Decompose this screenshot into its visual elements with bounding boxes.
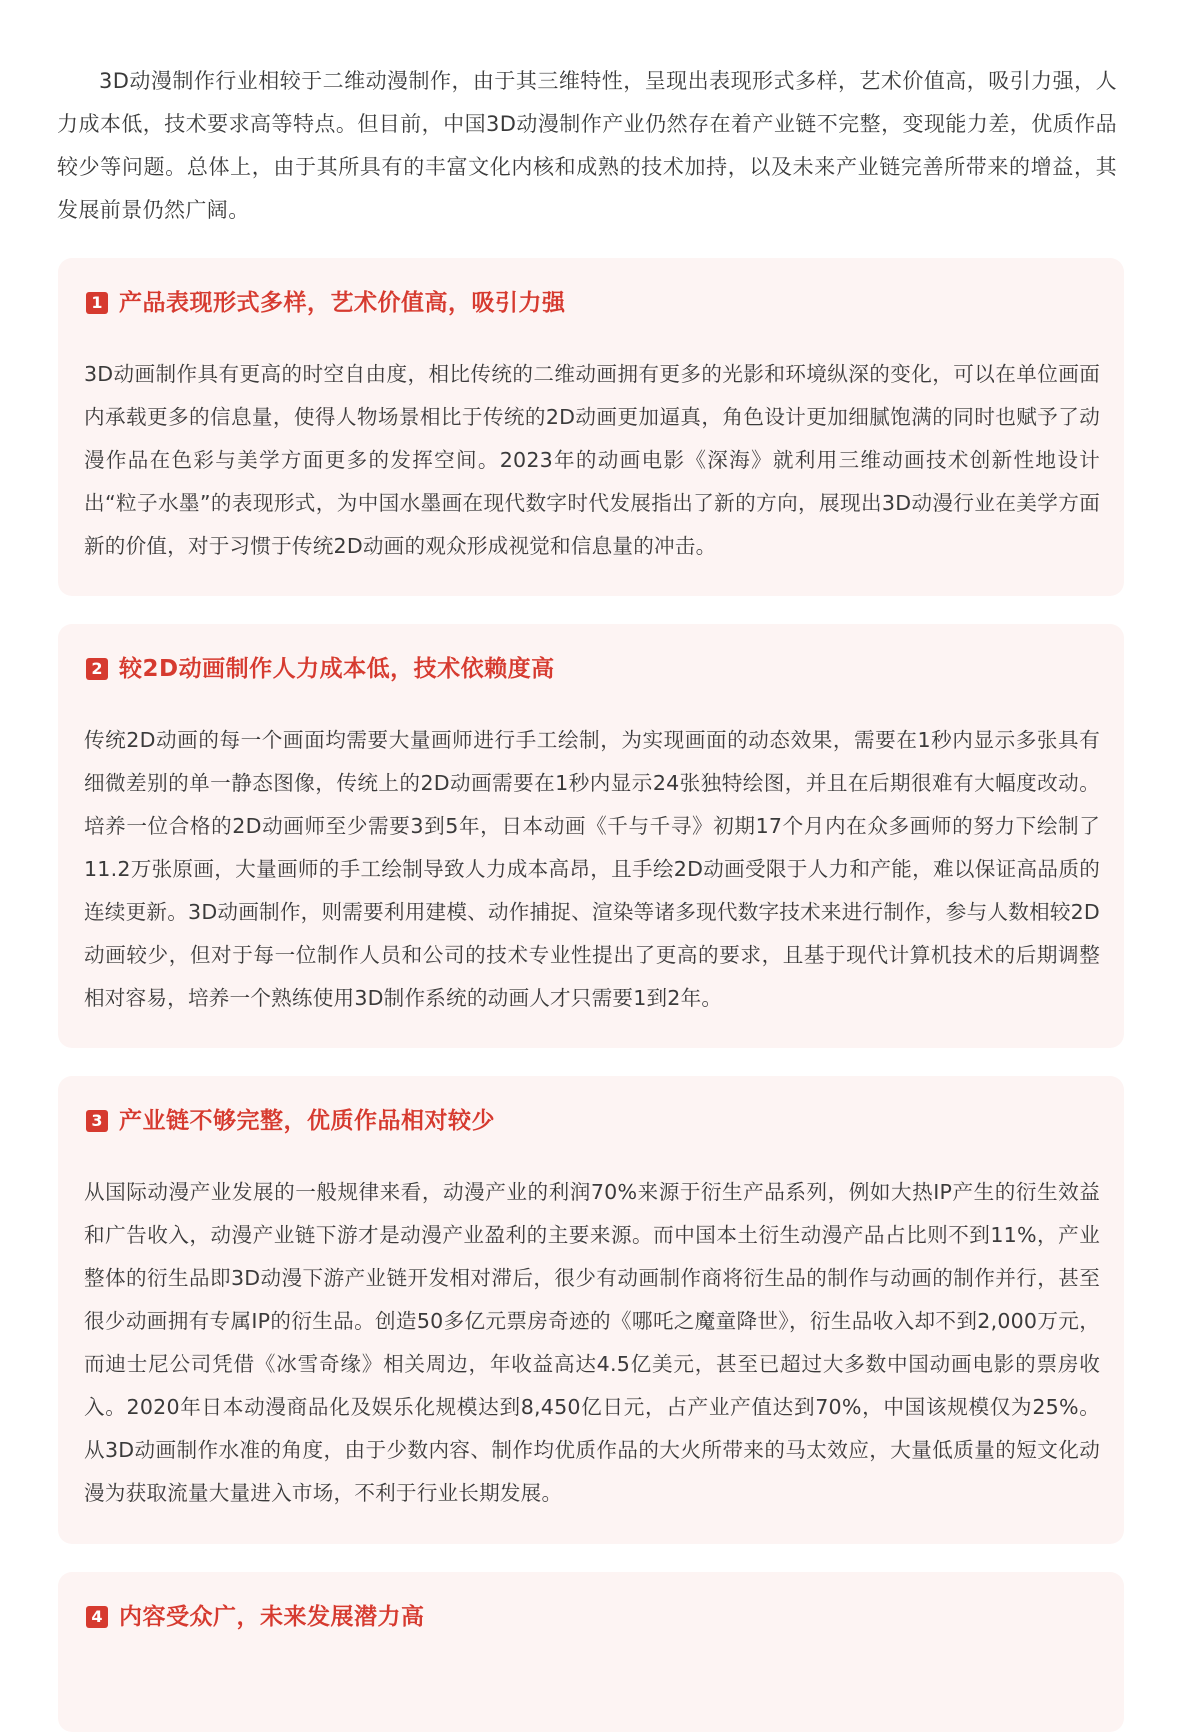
section-heading bbox=[86, 654, 555, 684]
section-title: 内容受众广，未来发展潜力高 bbox=[119, 1604, 425, 1630]
section-title: 产品表现形式多样，艺术价值高，吸引力强 bbox=[119, 290, 566, 316]
section-card-1 bbox=[58, 258, 1124, 596]
number-badge: 2 bbox=[86, 658, 108, 680]
section-card-2 bbox=[58, 624, 1124, 1048]
section-heading bbox=[86, 1106, 495, 1136]
section-card-4 bbox=[58, 1572, 1124, 1732]
section-heading bbox=[86, 1602, 425, 1632]
section-heading bbox=[86, 288, 566, 318]
number-badge: 4 bbox=[86, 1606, 108, 1628]
section-title: 较2D动画制作人力成本低，技术依赖度高 bbox=[119, 656, 555, 682]
section-body: 3D动画制作具有更高的时空自由度，相比传统的二维动画拥有更多的光影和环境纵深的变化，可以在单位画面内承载更多的信息量，使得人物场景相比于传统的2D动画更加逼真，角色设计更加细腻饱满的同时也赋予了动漫作品在色彩与美学方面更多的发挥空间。2023年的动画电影《深海》就利用三维动画技术创新性地设计出“粒子水墨”的表现形式，为中国水墨画在现代数字时代发展指出了新的方向，展现出3D动漫行业在美学方面新的价值，对于习惯于传统2D动画的观众形成视觉和信息量的冲击。 bbox=[84, 362, 1100, 558]
section-title: 产业链不够完整，优质作品相对较少 bbox=[119, 1108, 495, 1134]
section-body: 传统2D动画的每一个画面均需要大量画师进行手工绘制，为实现画面的动态效果，需要在1秒内显示多张具有细微差别的单一静态图像，传统上的2D动画需要在1秒内显示24张独特绘图，并且在后期很难有大幅度改动。培养一位合格的2D动画师至少需要3到5年，日本动画《千与千寻》初期17个月内在众多画师的努力下绘制了11.2万张原画，大量画师的手工绘制导致人力成本高昂，且手绘2D动画受限于人力和产能，难以保证高品质的连续更新。3D动画制作，则需要利用建模、动作捕捉、渲染等诸多现代数字技术来进行制作，参与人数相较2D动画较少，但对于每一位制作人员和公司的技术专业性提出了更高的要求，且基于现代计算机技术的后期调整相对容易，培养一个熟练使用3D制作系统的动画人才只需要1到2年。 bbox=[84, 728, 1100, 1010]
section-card-3 bbox=[58, 1076, 1124, 1544]
intro-paragraph: 3D动漫制作行业相较于二维动漫制作，由于其三维特性，呈现出表现形式多样，艺术价值高，吸引力强，人力成本低，技术要求高等特点。但目前，中国3D动漫制作产业仍然存在着产业链不完整，变现能力差，优质作品较少等问题。总体上，由于其所具有的丰富文化内核和成熟的技术加持，以及未来产业链完善所带来的增益，其发展前景仍然广阔。 bbox=[57, 69, 1117, 222]
number-badge: 3 bbox=[86, 1110, 108, 1132]
number-badge: 1 bbox=[86, 292, 108, 314]
section-body: 从国际动漫产业发展的一般规律来看，动漫产业的利润70%来源于衍生产品系列，例如大热IP产生的衍生效益和广告收入，动漫产业链下游才是动漫产业盈利的主要来源。而中国本土衍生动漫产品占比则不到11%，产业整体的衍生品即3D动漫下游产业链开发相对滞后，很少有动画制作商将衍生品的制作与动画的制作并行，甚至很少动画拥有专属IP的衍生品。创造50多亿元票房奇迹的《哪吒之魔童降世》，衍生品收入却不到2,000万元，而迪士尼公司凭借《冰雪奇缘》相关周边，年收益高达4.5亿美元，甚至已超过大多数中国动画电影的票房收入。2020年日本动漫商品化及娱乐化规模达到8,450亿日元，占产业产值达到70%，中国该规模仅为25%。从3D动画制作水准的角度，由于少数内容、制作均优质作品的大火所带来的马太效应，大量低质量的短文化动漫为获取流量大量进入市场，不利于行业长期发展。 bbox=[84, 1180, 1100, 1505]
